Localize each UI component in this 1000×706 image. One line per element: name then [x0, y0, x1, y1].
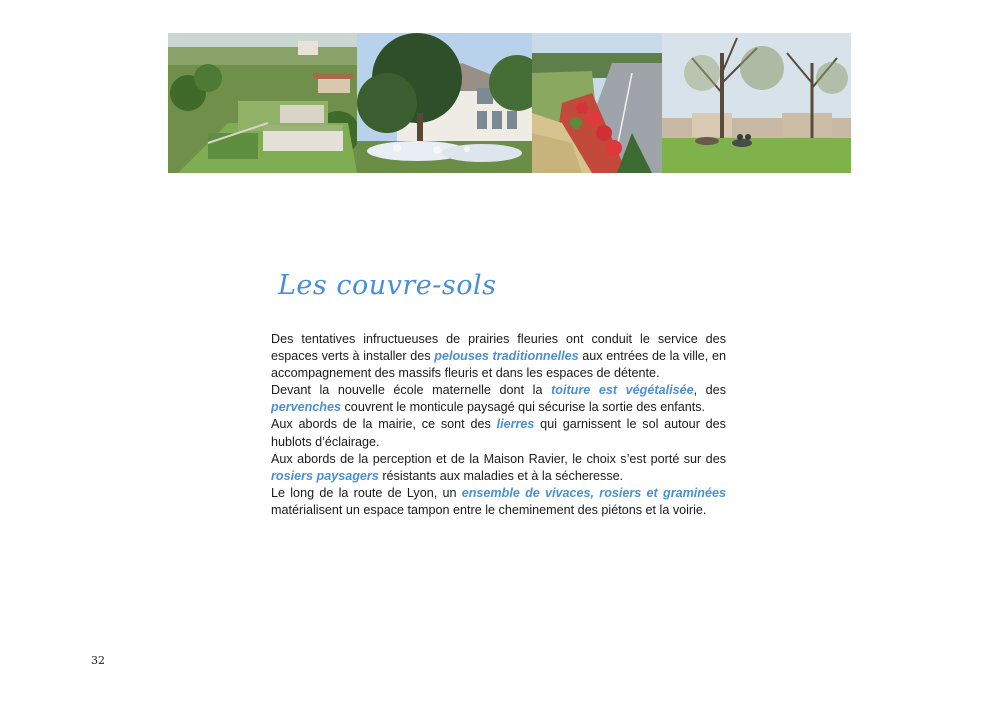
text-segment: qui garnissent le sol autour des hublots d’éclairage.: [271, 417, 726, 449]
text-segment: Des tentatives infructueuses de prairies fleuries ont conduit le service des espaces verts à installer des: [271, 332, 726, 364]
text-segment: aux entrées de la ville, en accompagnement des massifs fleuris et dans les espaces de détente.: [271, 349, 726, 381]
highlighted-term: ensemble de vivaces, rosiers et graminées: [461, 485, 727, 500]
text-segment: Aux abords de la mairie, ce sont des: [271, 417, 497, 432]
text-segment: matérialisent un espace tampon entre le cheminement des piétons et la voirie.: [271, 502, 707, 517]
highlighted-term: toiture est végétalisée: [551, 383, 694, 398]
aerial-school-photo: [168, 33, 357, 173]
paragraph: [271, 416, 726, 450]
text-segment: Aux abords de la perception et de la Maison Ravier, le choix s’est porté sur des: [271, 451, 726, 466]
highlighted-term: pelouses traditionnelles: [434, 349, 579, 364]
highlighted-term: rosiers paysagers: [271, 468, 379, 483]
park-lawn-photo: [662, 33, 851, 173]
text-segment: Le long de la route de Lyon, un: [271, 485, 462, 500]
route-lyon-plantings-photo: [532, 33, 662, 173]
text-segment: , des: [693, 383, 726, 398]
highlighted-term: lierres: [496, 417, 535, 432]
paragraph: [271, 451, 726, 485]
body-text: [271, 331, 726, 519]
page-title: Les couvre-sols: [278, 270, 497, 301]
photo-strip: [168, 33, 851, 173]
page-number: 32: [91, 654, 105, 667]
paragraph: [271, 485, 726, 519]
paragraph: [271, 382, 726, 416]
paragraph: [271, 331, 726, 382]
mairie-ivy-photo: [357, 33, 532, 173]
highlighted-term: pervenches: [271, 400, 342, 415]
text-segment: couvrent le monticule paysagé qui sécurise la sortie des enfants.: [341, 400, 706, 415]
text-segment: Devant la nouvelle école maternelle dont la: [271, 383, 552, 398]
text-segment: résistants aux maladies et à la sécheresse.: [378, 468, 624, 483]
